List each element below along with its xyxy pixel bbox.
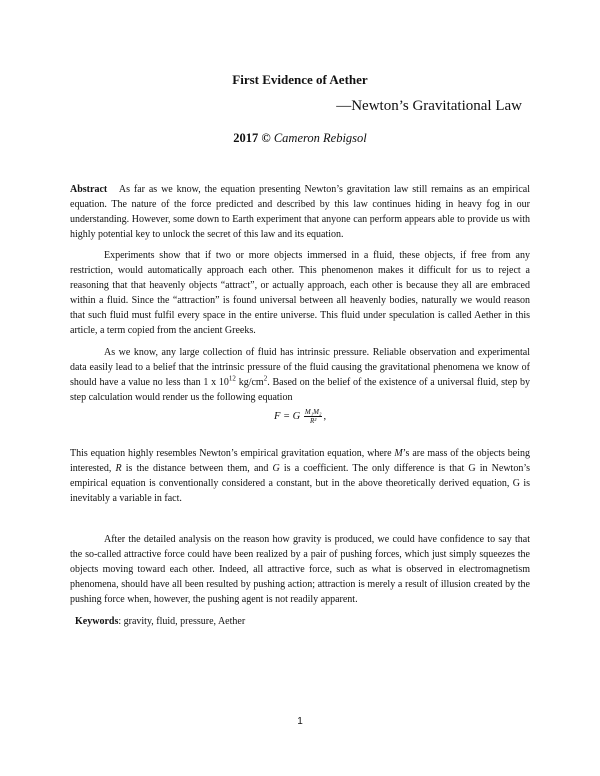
para3-text-after: . Based on the belief of the existence of a universal fluid, step by step calculation would render us the following equation xyxy=(70,377,530,403)
paper-title: First Evidence of Aether xyxy=(232,72,368,87)
abstract-paragraph xyxy=(70,182,530,242)
keywords-line xyxy=(75,616,245,627)
para4-text-3: is the distance between them, and xyxy=(121,463,273,474)
abstract-text: As far as we know, the equation presenting Newton’s gravitation law still remains as an empirical equation. The nature of the force predicted and described by this law continues hiding in heavy fog in our understanding. However, some down to Earth experiment that anyone can perform appears able to provide us with highly potential key to unlock the secret of this law and its equation. xyxy=(70,184,530,240)
para3-text-before: As we know, any large collection of fluid has intrinsic pressure. Reliable observation and experimental data easily lead to a belief that the intrinsic pressure of the fluid causing the gravitational phenomena we know of should have a value no less than 1 x 10 xyxy=(70,347,530,388)
para4-text-2: ’s are mass of the objects being interested, xyxy=(70,448,530,474)
page-number: 1 xyxy=(297,716,303,727)
paper-subtitle: —Newton’s Gravitational Law xyxy=(336,98,522,114)
formula-lhs: F = G xyxy=(273,410,301,422)
paragraph-resemblance xyxy=(70,446,530,506)
para3-unit: kg/cm xyxy=(235,377,264,388)
para4-text-1: This equation highly resembles Newton’s empirical gravitation equation, where xyxy=(70,448,395,459)
formula-denominator: R² xyxy=(309,417,317,425)
para3-unit-exponent: 2 xyxy=(263,374,268,383)
keywords-label: Keywords xyxy=(75,616,119,627)
abstract-label: Abstract xyxy=(70,184,108,195)
para4-var-g: G xyxy=(272,463,280,474)
para4-var-m: M xyxy=(394,448,403,459)
para4-text-4: is a coefficient. The only difference is that G in Newton’s empirical equation is conventionally considered a constant, but in the above theoretically derived equation, G is inevitably a variable in fact. xyxy=(70,463,530,504)
para3-exponent: 12 xyxy=(228,374,236,383)
paragraph-experiments: Experiments show that if two or more objects immersed in a fluid, these objects, if free from any restriction, would automatically approach each other. This phenomenon makes it difficult for us to reject a reasoning that that heavenly objects “attract”, or actually approach, each other is because they all are embraced within a fluid. Since the “attraction” is found universal between all heavenly bodies, naturally we would reason that such fluid must fulfil every space in the entire universe. This fluid under speculation is called Aether in this article, a term copied from the ancient Greeks. xyxy=(70,250,530,336)
byline xyxy=(0,131,600,146)
formula-fraction xyxy=(304,408,323,425)
copyright-year: 2017 © xyxy=(233,131,271,145)
gravitation-formula xyxy=(0,408,600,425)
author-name: Cameron Rebigsol xyxy=(273,131,367,145)
para4-var-r: R xyxy=(115,463,122,474)
paragraph-pressure xyxy=(70,345,530,405)
keywords-text: : gravity, fluid, pressure, Aether xyxy=(118,616,246,627)
formula-tail: , xyxy=(323,410,327,422)
paragraph-pushing-force: After the detailed analysis on the reason how gravity is produced, we could have confidence to say that the so-called attractive force could have been realized by a pair of pushing forces, which just simply squeezes the objects moving toward each other. Indeed, all attractive force, such as what is observed in electromagnetism phenomena, should have all been resulted by pushing action; attraction is merely a result of illusion created by the pushing force when, however, the pushing agent is not readily apparent. xyxy=(70,534,530,605)
formula-numerator: M₁M₂ xyxy=(304,408,322,416)
